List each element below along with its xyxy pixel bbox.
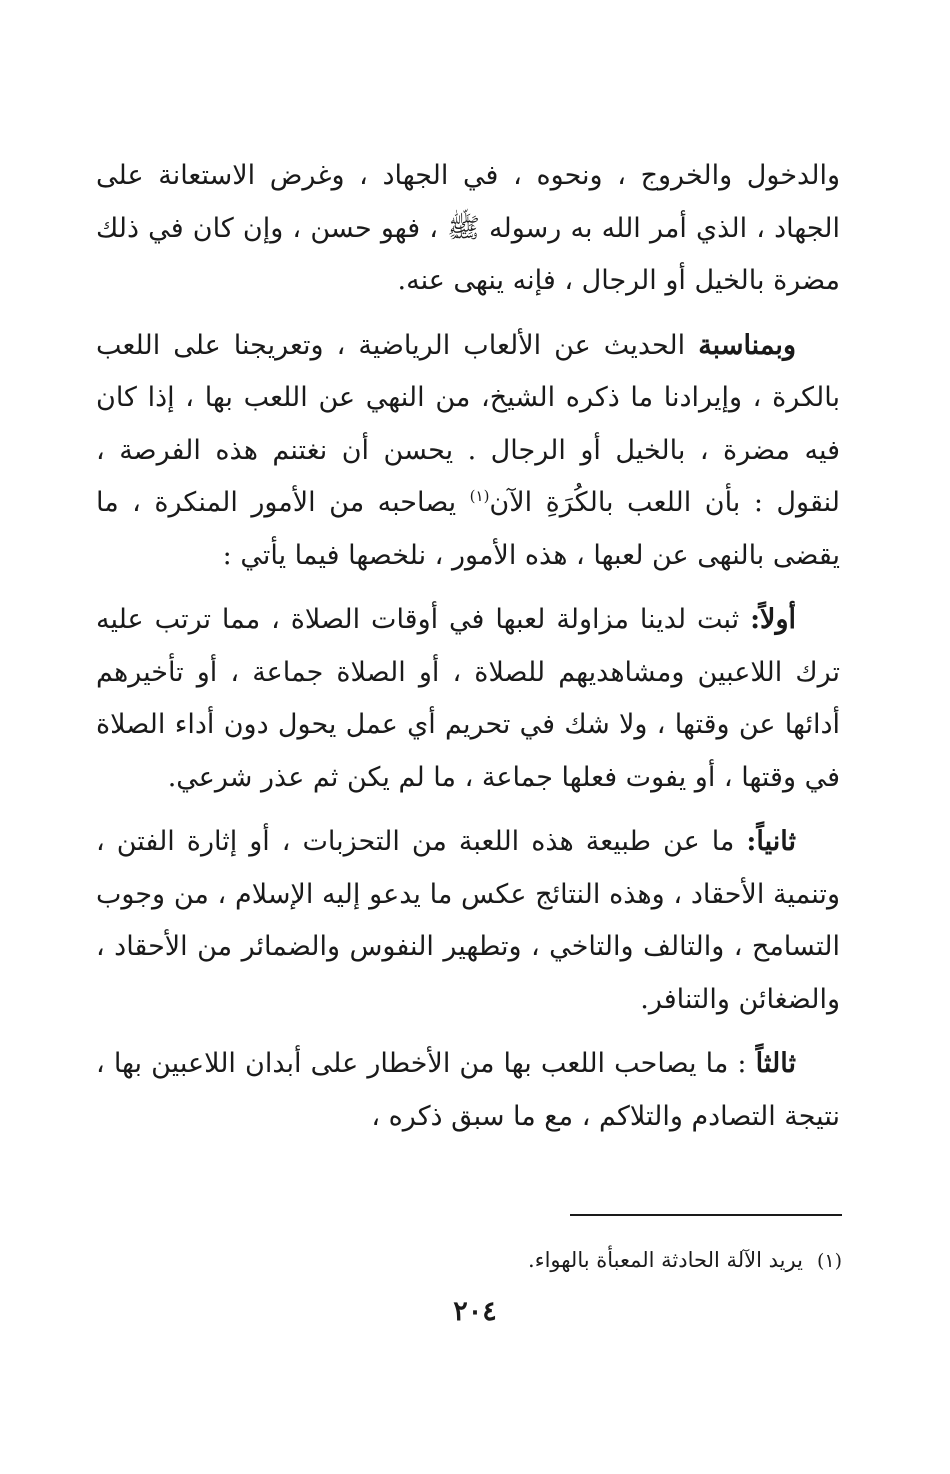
paragraph-third-point [96, 1038, 840, 1143]
footnote-reference: (١) [469, 487, 490, 505]
paragraph-first-point [96, 594, 840, 804]
footnote [96, 1244, 842, 1277]
paragraph-lead: أولاً: [750, 604, 796, 635]
paragraph-text-continued: يصاحبه من الأمور المنكرة ، ما يقضى بالنهى عن لعبها ، هذه الأمور ، نلخصها فيما يأتي : [96, 487, 840, 571]
paragraph-lead: ثانياً: [746, 826, 796, 857]
paragraph-second-point [96, 816, 840, 1026]
footnote-divider [570, 1214, 842, 1216]
paragraph-1 [96, 150, 840, 308]
paragraph-lead: وبمناسبة [698, 329, 796, 361]
page-number: ٢٠٤ [453, 1296, 497, 1327]
footnote-marker: (١) [816, 1250, 842, 1272]
paragraph-text: الحديث عن الألعاب الرياضية ، وتعريجنا على اللعب بالكرة ، وإيرادنا ما ذكره الشيخ، من النهي عن اللعب بها ، إذا كان فيه مضرة ، بالخيل أو الرجال . يحسن أن نغتنم هذه الفرصة ، لنقول : بأن اللعب بالكُرَةِ الآن [96, 329, 841, 518]
footnote-text: يريد الآلة الحادثة المعبأة بالهواء. [528, 1248, 803, 1272]
paragraph-text: : ما يصاحب اللعب بها من الأخطار على أبدان اللاعبين بها ، نتيجة التصادم والتلاكم ، مع ما سبق ذكره ، [96, 1048, 840, 1132]
paragraph-2 [96, 320, 840, 583]
paragraph-text: ثبت لدينا مزاولة لعبها في أوقات الصلاة ، مما ترتب عليه ترك اللاعبين ومشاهديهم للصلاة ، أو الصلاة جماعة ، أو تأخيرهم أدائها عن وقتها ، ولا شك في تحريم أي عمل يحول دون أداء الصلاة في وقتها ، أو يفوت فعلها جماعة ، ما لم يكن ثم عذر شرعي. [96, 604, 840, 793]
paragraph-lead: ثالثاً [755, 1048, 796, 1079]
paragraph-text: والدخول والخروج ، ونحوه ، في الجهاد ، وغرض الاستعانة على الجهاد ، الذي أمر الله به رسوله ﷺ ، فهو حسن ، وإن كان في ذلك مضرة بالخيل أو الرجال ، فإنه ينهى عنه. [96, 160, 840, 296]
body-text [96, 150, 840, 1143]
paragraph-text: ما عن طبيعة هذه اللعبة من التحزبات ، أو إثارة الفتن ، وتنمية الأحقاد ، وهذه النتائج عكس ما يدعو إليه الإسلام ، من وجوب التسامح ، والتالف والتاخي ، وتطهير النفوس والضمائر من الأحقاد ، والضغائن والتنافر. [96, 826, 840, 1015]
